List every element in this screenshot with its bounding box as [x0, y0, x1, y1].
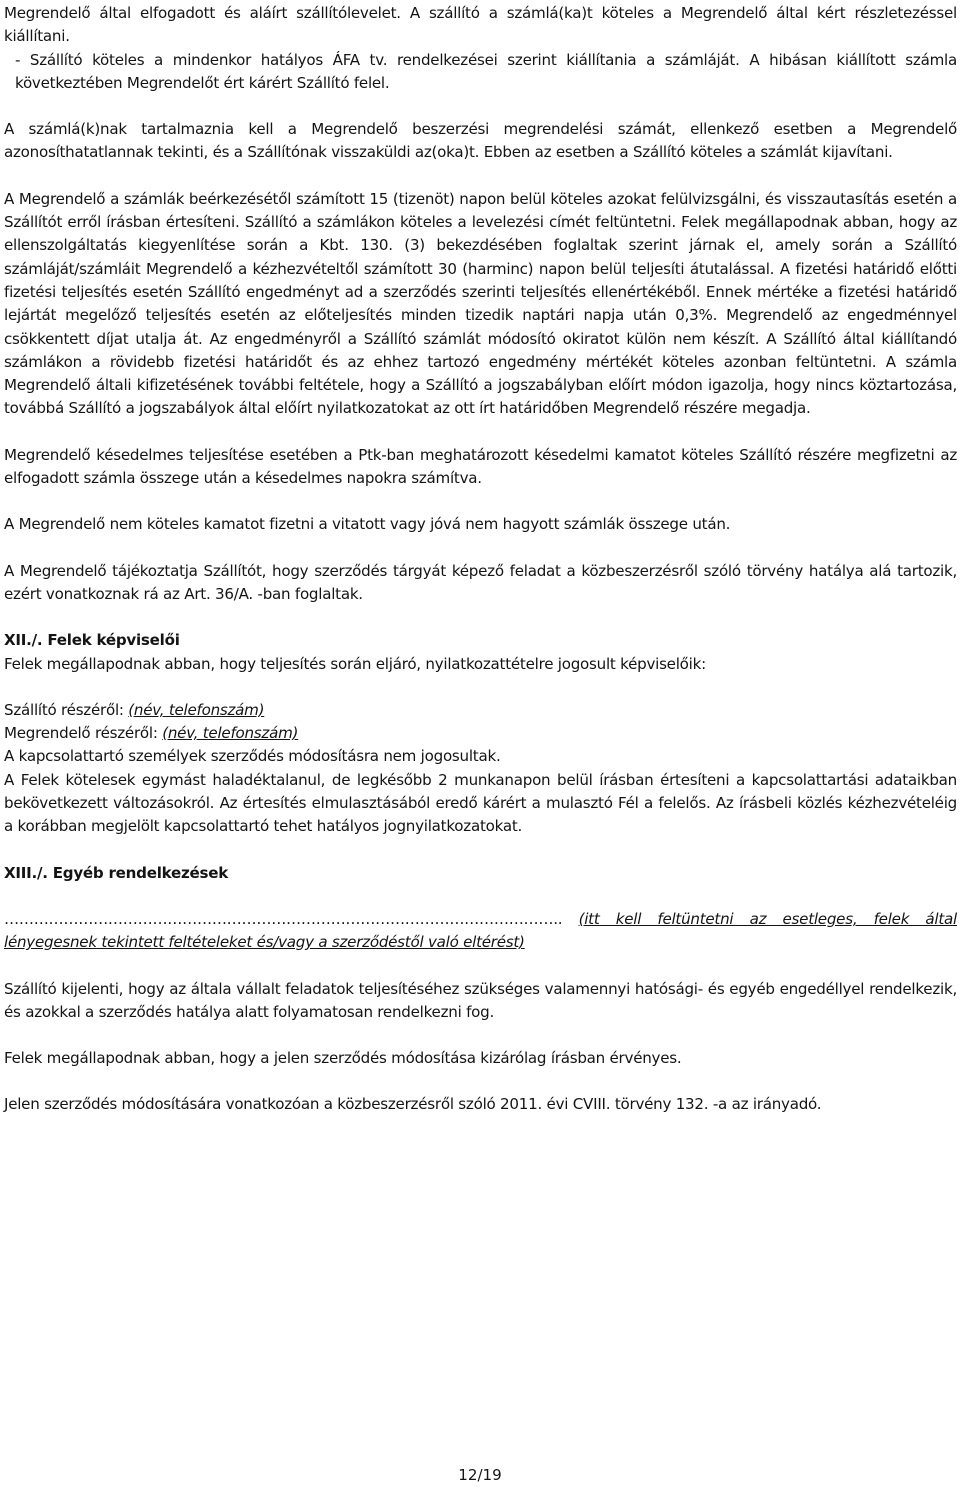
customer-representative-line: [4, 722, 957, 745]
page-number: 12/19: [458, 1466, 502, 1484]
paragraph-written-amendments: Felek megállapodnak abban, hogy a jelen szerződés módosítása kizárólag írásban érvényes.: [4, 1049, 682, 1068]
paragraph-vat-rule: - Szállító köteles a mindenkor hatályos ÁFA tv. rendelkezései szerint kiállítania a számláját. A hibásan kiállított számla következtében Megrendelőt ért kárért Szállító felel.: [15, 50, 957, 92]
paragraph-governing-law: Jelen szerződés módosítására vonatkozóan a közbeszerzésről szóló 2011. évi CVIII. törvény 132. -a az irányadó.: [4, 1095, 822, 1114]
paragraph-representatives-intro: Felek megállapodnak abban, hogy teljesítés során eljáró, nyilatkozattételre jogosult képviselőik:: [4, 654, 706, 673]
supplier-representative-line: [4, 699, 957, 722]
custom-conditions-note: (itt kell feltüntetni az esetleges, felek által lényegesnek tekintett feltételeket és/vagy a szerződéstől való eltérést): [4, 909, 957, 952]
paragraph-late-payment: Megrendelő késedelmes teljesítése esetében a Ptk-ban meghatározott késedelmi kamatot köteles Szállító részére megfizetni az elfogadott számla összege után a késedelmes napokra számítva.: [4, 445, 957, 488]
paragraph-supplier-permits: Szállító kijelenti, hogy az általa vállalt feladatok teljesítéséhez szükséges valamennyi hatósági- és egyéb engedéllyel rendelkezik, és azokkal a szerződés hatálya alatt folyamatosan rendelkezni fog.: [4, 979, 957, 1021]
paragraph-contact-limit: A kapcsolattartó személyek szerződés módosításra nem jogosultak.: [4, 747, 501, 766]
paragraph-custom-conditions: [4, 908, 957, 955]
paragraph-contact-changes: A Felek kötelesek egymást haladéktalanul, de legkésőbb 2 munkanapon belül írásban értesíteni a kapcsolattartási adataikban bekövetkezett változásokról. Az értesítés elmulasztásából eredő kárért a mulasztó Fél a felelős. Az írásbeli közlés kézhezvételéig a korábban megjelölt kapcsolattartó tehet hatályos jognyilatkozatokat.: [4, 770, 957, 836]
supplier-placeholder: (név, telefonszám): [128, 700, 265, 719]
paragraph-order-number: A számlá(k)nak tartalmaznia kell a Megrendelő beszerzési megrendelési számát, ellenkező esetben a Megrendelő azonosíthatatlannak tekinti, és a Szállítónak visszaküldi az(oka)t. Ebben az esetben a Szállító köteles a számlát kijavítani.: [4, 120, 957, 162]
dotted-fill-line: …………………………………………………………………………………………………..: [4, 909, 579, 928]
paragraph-disputed-invoice: A Megrendelő nem köteles kamatot fizetni a vitatott vagy jóvá nem hagyott számlák összege után.: [4, 515, 731, 534]
customer-label: Megrendelő részéről:: [4, 724, 163, 743]
section-heading-other-provisions: XIII./. Egyéb rendelkezések: [4, 863, 229, 882]
paragraph-procurement-law: A Megrendelő tájékoztatja Szállítót, hogy szerződés tárgyát képező feladat a közbeszerzésről szóló törvény hatálya alá tartozik, ezért vonatkoznak rá az Art. 36/A. -ban foglaltak.: [4, 561, 957, 603]
paragraph-invoice-intro: Megrendelő által elfogadott és aláírt szállítólevelet. A szállító a számlá(ka)t köteles a Megrendelő által kért részletezéssel kiállítani.: [4, 4, 957, 46]
paragraph-invoice-review: A Megrendelő a számlák beérkezésétől számított 15 (tizenöt) napon belül köteles azokat felülvizsgálni, és visszautasítás esetén a Szállítót erről írásban értesíteni. Szállító a számlákon köteles a levelezési címét feltüntetni. Felek megállapodnak abban, hogy az ellenszolgáltatás kiegyenlítése során a Kbt. 130. (3) bekezdésében foglaltak szerint járnak el, amely során a Szállító számláját/számláit Megrendelő a kézhezvételtől számított 30 (harminc) napon belül teljesíti átutalással. A fizetési határidő előtti fizetési teljesítés esetén Szállító engedményt ad a szerződés szerinti teljesítés ellenértékéből. Ennek mértéke a fizetési határidő lejártát megelőző teljesítés esetén az előteljesítés minden tizedik naptári napja után 0,3%. Megrendelő az engedménnyel csökkentett díjat utalja át. Az engedményről a Szállító számlát módosító okiratot külön nem készít. A Szállító által kiállítandó számlákon a rövidebb fizetési határidőt és az ehhez tartozó engedmény mértékét köteles azonban feltüntetni. A számla Megrendelő általi kifizetésének további feltétele, hogy a Szállító a jogszabályban előírt módon igazolja, hogy nincs köztartozása, továbbá Szállító a jogszabályok által előírt nyilatkozatokat az ott írt határidőben Megrendelő részére megadja.: [4, 189, 957, 418]
customer-placeholder: (név, telefonszám): [162, 724, 299, 743]
supplier-label: Szállító részéről:: [4, 700, 129, 719]
section-heading-representatives: XII./. Felek képviselői: [4, 631, 180, 650]
